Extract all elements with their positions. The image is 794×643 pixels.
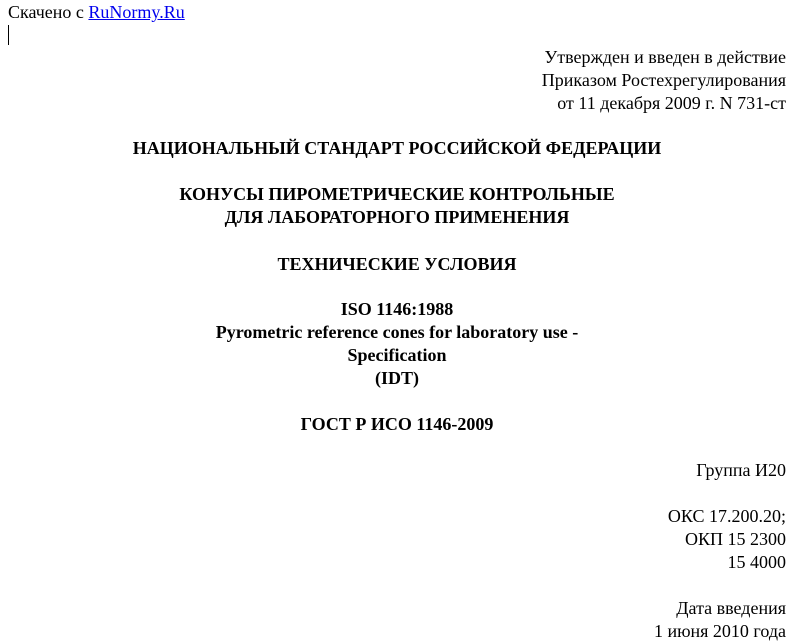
- approval-line: Утвержден и введен в действие: [544, 47, 786, 67]
- okp-code: ОКП 15 2300: [684, 529, 786, 549]
- intro-date-block: [654, 597, 786, 643]
- source-line: [8, 1, 185, 24]
- text-cursor: [8, 25, 9, 45]
- classification-codes: [668, 505, 786, 574]
- document-title: [0, 183, 794, 229]
- iso-reference: [0, 298, 794, 390]
- okp-code: 15 4000: [727, 552, 786, 572]
- iso-number: ISO 1146:1988: [340, 299, 454, 319]
- technical-conditions: ТЕХНИЧЕСКИЕ УСЛОВИЯ: [277, 254, 517, 274]
- approval-line: от 11 декабря 2009 г. N 731-ст: [557, 93, 786, 113]
- approval-block: [542, 46, 786, 115]
- source-prefix: Скачено с: [8, 2, 89, 22]
- intro-date-label: Дата введения: [676, 598, 786, 618]
- iso-title-line: Pyrometric reference cones for laboratory use -: [215, 322, 579, 342]
- group-code: Группа И20: [696, 460, 786, 480]
- document-title-line: ДЛЯ ЛАБОРАТОРНОГО ПРИМЕНЕНИЯ: [224, 207, 570, 227]
- iso-equivalence: (IDT): [375, 368, 419, 388]
- intro-date-value: 1 июня 2010 года: [653, 621, 786, 641]
- source-link[interactable]: RuNormy.Ru: [88, 2, 185, 22]
- national-standard-title: НАЦИОНАЛЬНЫЙ СТАНДАРТ РОССИЙСКОЙ ФЕДЕРАЦИИ: [132, 138, 662, 158]
- oks-code: ОКС 17.200.20;: [667, 506, 786, 526]
- approval-line: Приказом Ростехрегулирования: [541, 70, 786, 90]
- gost-number: ГОСТ Р ИСО 1146-2009: [300, 414, 494, 434]
- document-title-line: КОНУСЫ ПИРОМЕТРИЧЕСКИЕ КОНТРОЛЬНЫЕ: [179, 184, 615, 204]
- iso-title-line: Specification: [347, 345, 447, 365]
